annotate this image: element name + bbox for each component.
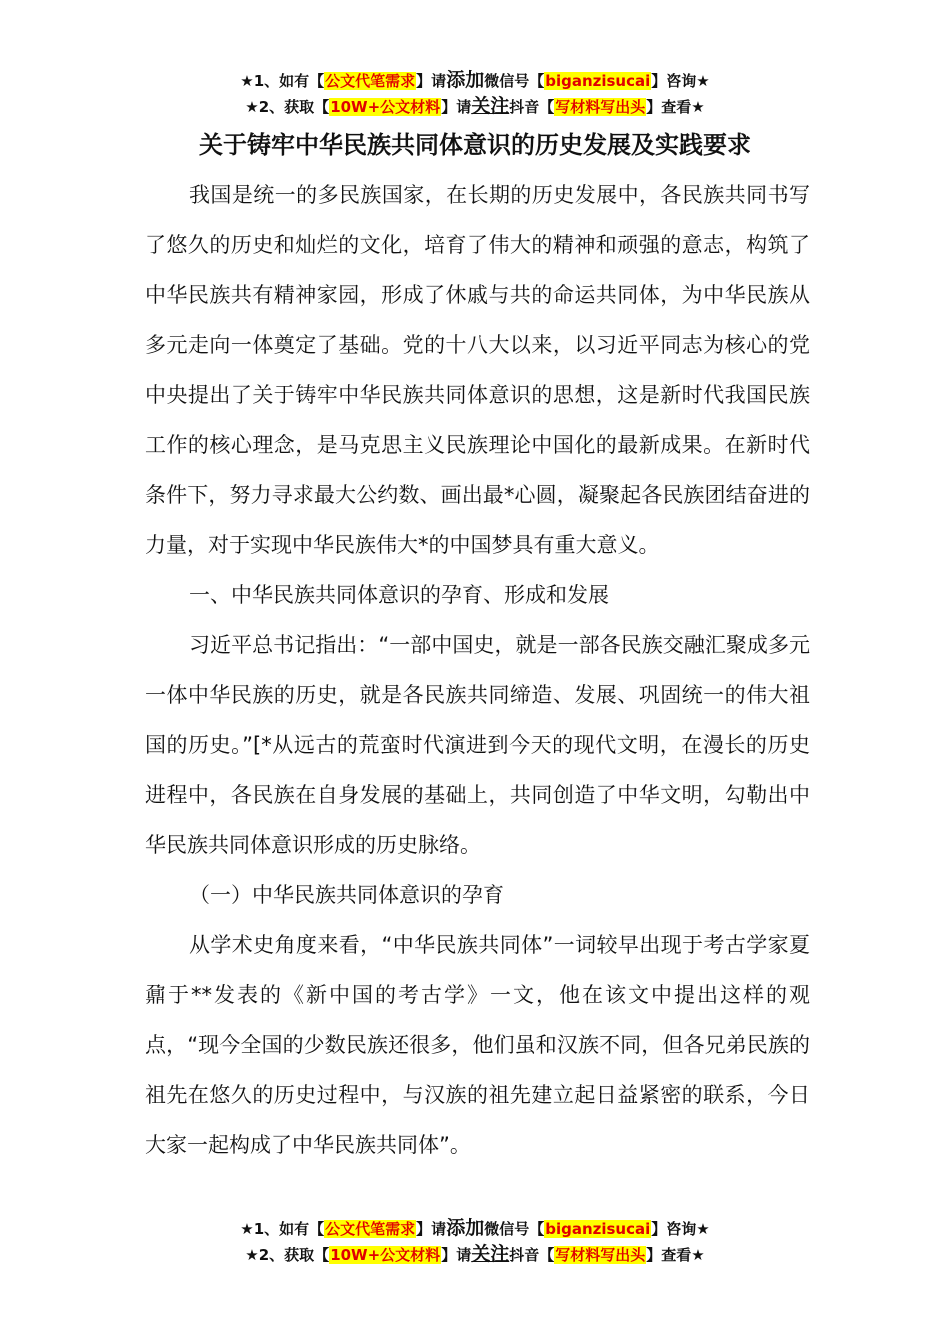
document-body (145, 170, 810, 1170)
banner-highlight: 10W+公文材料 (330, 98, 441, 116)
banner-text: 】请 (416, 72, 447, 90)
banner-text: 微信号【 (484, 1220, 545, 1238)
top-banner (0, 68, 950, 120)
banner-text: 】请 (441, 1246, 472, 1264)
paragraph: 从学术史角度来看，“中华民族共同体”一词较早出现于考古学家夏鼐于**发表的《新中国的考古学》一文，他在该文中提出这样的观点，“现今全国的少数民族还很多，他们虽和汉族不同，但各兄弟民族的祖先在悠久的历史过程中，与汉族的祖先建立起日益紧密的联系，今日大家一起构成了中华民族共同体”。 (145, 933, 810, 1157)
banner-highlight: biganzisucai (545, 1220, 651, 1238)
banner-text: 】查看★ (646, 98, 705, 116)
banner-highlight: 写材料写出头 (555, 98, 646, 116)
banner-line-2 (0, 1242, 950, 1268)
document-title: 关于铸牢中华民族共同体意识的历史发展及实践要求 (199, 131, 751, 159)
banner-text: 抖音【 (509, 98, 555, 116)
banner-text: ★1、如有【 (240, 72, 325, 90)
banner-text: 关注 (471, 1243, 510, 1265)
paragraph: 习近平总书记指出：“一部中国史，就是一部各民族交融汇聚成多元一体中华民族的历史，就是各民族共同缔造、发展、巩固统一的伟大祖国的历史。”[*从远古的荒蛮时代演进到今天的现代文明，在漫长的历史进程中，各民族在自身发展的基础上，共同创造了中华文明，勾勒出中华民族共同体意识形成的历史脉络。 (145, 633, 810, 857)
banner-text: 】请 (441, 98, 472, 116)
banner-text: 】请 (416, 1220, 447, 1238)
banner-text: 】咨询★ (651, 72, 710, 90)
banner-text: 抖音【 (509, 1246, 555, 1264)
paragraph-intro: 我国是统一的多民族国家，在长期的历史发展中，各民族共同书写了悠久的历史和灿烂的文化，培育了伟大的精神和顽强的意志，构筑了中华民族共有精神家园，形成了休戚与共的命运共同体，为中华民族从多元走向一体奠定了基础。党的十八大以来，以习近平同志为核心的党中央提出了关于铸牢中华民族共同体意识的思想，这是新时代我国民族工作的核心理念，是马克思主义民族理论中国化的最新成果。在新时代条件下，努力寻求最大公约数、画出最*心圆，凝聚起各民族团结奋进的力量，对于实现中华民族伟大*的中国梦具有重大意义。 (145, 183, 810, 557)
banner-text: ★2、获取【 (245, 1246, 330, 1264)
banner-text: 添加 (446, 1217, 485, 1239)
banner-text: ★1、如有【 (240, 1220, 325, 1238)
banner-highlight: 10W+公文材料 (330, 1246, 441, 1264)
banner-highlight: 公文代笔需求 (325, 72, 416, 90)
banner-line-1 (0, 1216, 950, 1242)
banner-text: 添加 (446, 69, 485, 91)
subsection-heading: （一）中华民族共同体意识的孕育 (189, 883, 504, 907)
bottom-banner (0, 1216, 950, 1268)
banner-text: 】咨询★ (651, 1220, 710, 1238)
banner-text: 微信号【 (484, 72, 545, 90)
banner-line-1 (0, 68, 950, 94)
banner-line-2 (0, 94, 950, 120)
banner-text: 关注 (471, 95, 510, 117)
banner-text: 】查看★ (646, 1246, 705, 1264)
banner-text: ★2、获取【 (245, 98, 330, 116)
banner-highlight: 公文代笔需求 (325, 1220, 416, 1238)
banner-highlight: 写材料写出头 (555, 1246, 646, 1264)
section-heading: 一、中华民族共同体意识的孕育、形成和发展 (189, 583, 609, 607)
banner-highlight: biganzisucai (545, 72, 651, 90)
